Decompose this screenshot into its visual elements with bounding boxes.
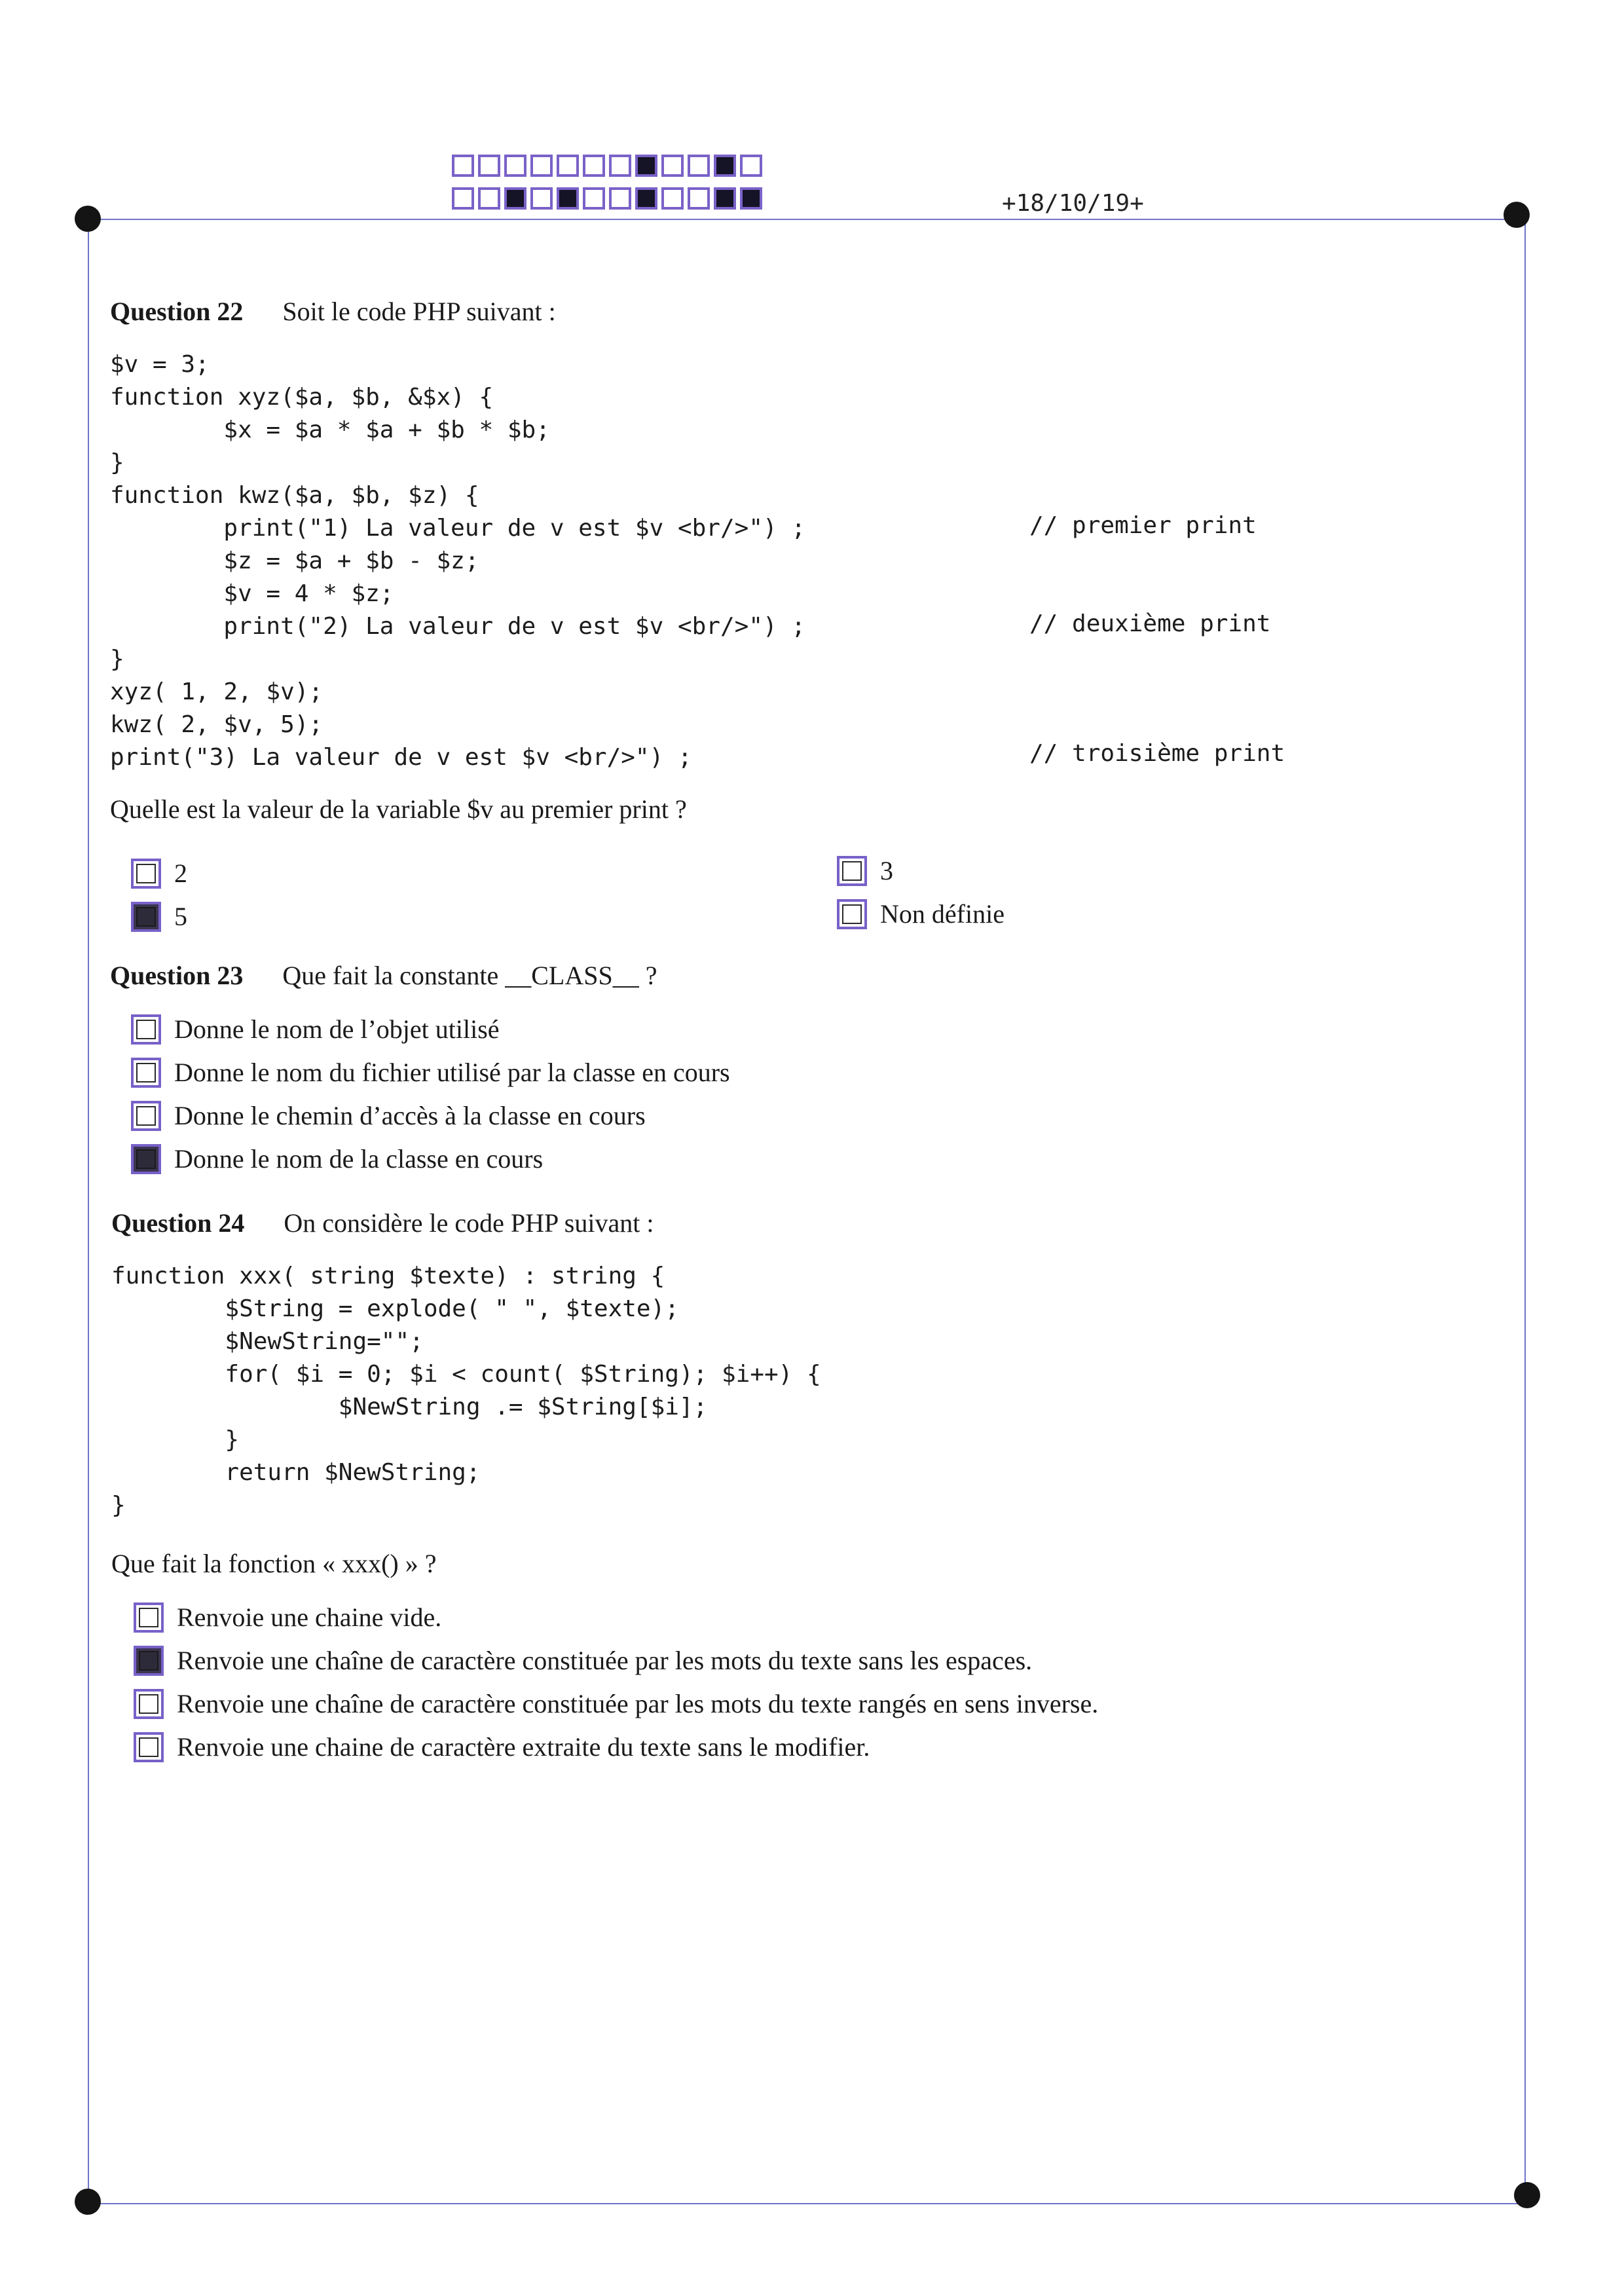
answer-option[interactable]: [134, 1602, 441, 1633]
code-line: print("1) La valeur de v est $v <br/>") ;: [110, 515, 806, 542]
code-cell-filled: [504, 187, 526, 210]
question-22-header: [110, 296, 556, 327]
question-24-prompt: Que fait la fonction « xxx() » ?: [111, 1549, 437, 1578]
corner-marker-bottom-left: [75, 2189, 101, 2215]
question-23-header: [110, 960, 657, 991]
question-24-label: Question 24: [111, 1208, 245, 1238]
checkbox[interactable]: [134, 1602, 164, 1633]
code-line: xyz( 1, 2, $v);: [110, 678, 323, 705]
answer-label: Non définie: [880, 899, 1005, 929]
code-line: return $NewString;: [111, 1459, 481, 1486]
checkbox[interactable]: [131, 1101, 161, 1131]
code-line: function xyz($a, $b, &$x) {: [110, 384, 494, 411]
code-cell-empty: [661, 155, 684, 177]
question-24-header: [111, 1208, 654, 1238]
code-line: }: [111, 1492, 126, 1519]
answer-option[interactable]: [837, 898, 1005, 929]
answer-label: Donne le chemin d’accès à la classe en cours: [174, 1101, 646, 1130]
code-cell-empty: [530, 187, 553, 210]
code-line: }: [111, 1426, 240, 1453]
code-line: function xxx( string $texte) : string {: [111, 1263, 665, 1289]
code-cell-empty: [583, 155, 605, 177]
header-date: +18/10/19+: [1002, 190, 1144, 217]
code-cell-empty: [452, 187, 474, 210]
checkbox-checked[interactable]: [131, 1144, 161, 1174]
answer-option[interactable]: [837, 855, 893, 886]
question-23-text: Que fait la constante __CLASS__ ?: [282, 961, 657, 990]
checkbox[interactable]: [837, 899, 867, 929]
code-bar-bottom: [452, 187, 762, 210]
code-line: $String = explode( " ", $texte);: [111, 1295, 679, 1322]
code-cell-empty: [478, 155, 500, 177]
answer-label: Donne le nom du fichier utilisé par la classe en cours: [174, 1058, 730, 1087]
checkbox-checked[interactable]: [134, 1646, 164, 1676]
code-cell-empty: [661, 187, 684, 210]
corner-marker-bottom-right: [1514, 2182, 1540, 2208]
code-line: for( $i = 0; $i < count( $String); $i++) {: [111, 1361, 821, 1388]
answer-option[interactable]: [131, 901, 187, 932]
code-cell-empty: [740, 155, 762, 177]
code-line: $NewString .= $String[$i];: [111, 1394, 708, 1420]
code-line: }: [110, 449, 124, 476]
answer-option[interactable]: [131, 1057, 730, 1088]
answer-label: 3: [880, 856, 893, 885]
code-line: print("3) La valeur de v est $v <br/>") ;: [110, 744, 692, 771]
code-line: kwz( 2, $v, 5);: [110, 711, 323, 738]
code-bar-top: [452, 155, 762, 177]
code-line: }: [110, 646, 124, 673]
answer-label: Renvoie une chaîne de caractère constituée par les mots du texte sans les espaces.: [177, 1646, 1033, 1675]
checkbox[interactable]: [131, 1058, 161, 1088]
code-cell-filled: [740, 187, 762, 210]
answer-label: Donne le nom de la classe en cours: [174, 1144, 544, 1174]
corner-marker-top-left: [75, 206, 101, 232]
code-cell-filled: [635, 155, 657, 177]
code-cell-empty: [452, 155, 474, 177]
code-cell-filled: [714, 187, 736, 210]
code-cell-filled: [557, 187, 579, 210]
question-24-text: On considère le code PHP suivant :: [284, 1208, 654, 1238]
checkbox[interactable]: [134, 1689, 164, 1719]
answer-option[interactable]: [131, 1143, 543, 1174]
checkbox-checked[interactable]: [131, 902, 161, 932]
question-22-label: Question 22: [110, 297, 244, 326]
code-comment-first-print: // premier print: [1029, 512, 1257, 539]
code-comment-third-print: // troisième print: [1029, 740, 1285, 767]
code-line: print("2) La valeur de v est $v <br/>") ;: [110, 613, 806, 640]
code-cell-filled: [635, 187, 657, 210]
answer-option[interactable]: [131, 1100, 646, 1131]
code-comment-second-print: // deuxième print: [1029, 610, 1271, 637]
code-cell-empty: [583, 187, 605, 210]
answer-option[interactable]: [134, 1645, 1032, 1676]
answer-label: Renvoie une chaine de caractère extraite du texte sans le modifier.: [177, 1732, 870, 1762]
code-line: function kwz($a, $b, $z) {: [110, 482, 479, 509]
code-line: $z = $a + $b - $z;: [110, 547, 479, 574]
answer-option[interactable]: [131, 1014, 500, 1045]
answer-label: 5: [174, 902, 187, 931]
checkbox[interactable]: [131, 1014, 161, 1045]
checkbox[interactable]: [131, 859, 161, 889]
answer-label: Donne le nom de l’objet utilisé: [174, 1014, 500, 1044]
code-cell-empty: [530, 155, 553, 177]
corner-marker-top-right: [1504, 202, 1530, 228]
code-cell-empty: [557, 155, 579, 177]
checkbox[interactable]: [837, 856, 867, 886]
code-cell-empty: [688, 187, 710, 210]
checkbox[interactable]: [134, 1732, 164, 1762]
question-22-text: Soit le code PHP suivant :: [282, 297, 556, 326]
code-line: $NewString="";: [111, 1328, 424, 1355]
answer-option[interactable]: [134, 1688, 1098, 1719]
code-line: $v = 3;: [110, 351, 210, 378]
code-cell-empty: [478, 187, 500, 210]
answer-option[interactable]: [131, 858, 187, 889]
code-cell-empty: [609, 155, 631, 177]
code-cell-filled: [714, 155, 736, 177]
code-cell-empty: [504, 155, 526, 177]
question-23-label: Question 23: [110, 961, 244, 990]
code-cell-empty: [688, 155, 710, 177]
answer-label: 2: [174, 859, 187, 888]
answer-label: Renvoie une chaine vide.: [177, 1602, 442, 1632]
answer-option[interactable]: [134, 1731, 870, 1762]
answer-label: Renvoie une chaîne de caractère constituée par les mots du texte rangés en sens inverse.: [177, 1689, 1099, 1718]
code-cell-empty: [609, 187, 631, 210]
question-22-prompt: Quelle est la valeur de la variable $v au premier print ?: [110, 794, 687, 824]
code-line: $v = 4 * $z;: [110, 580, 394, 607]
code-line: $x = $a * $a + $b * $b;: [110, 417, 550, 443]
